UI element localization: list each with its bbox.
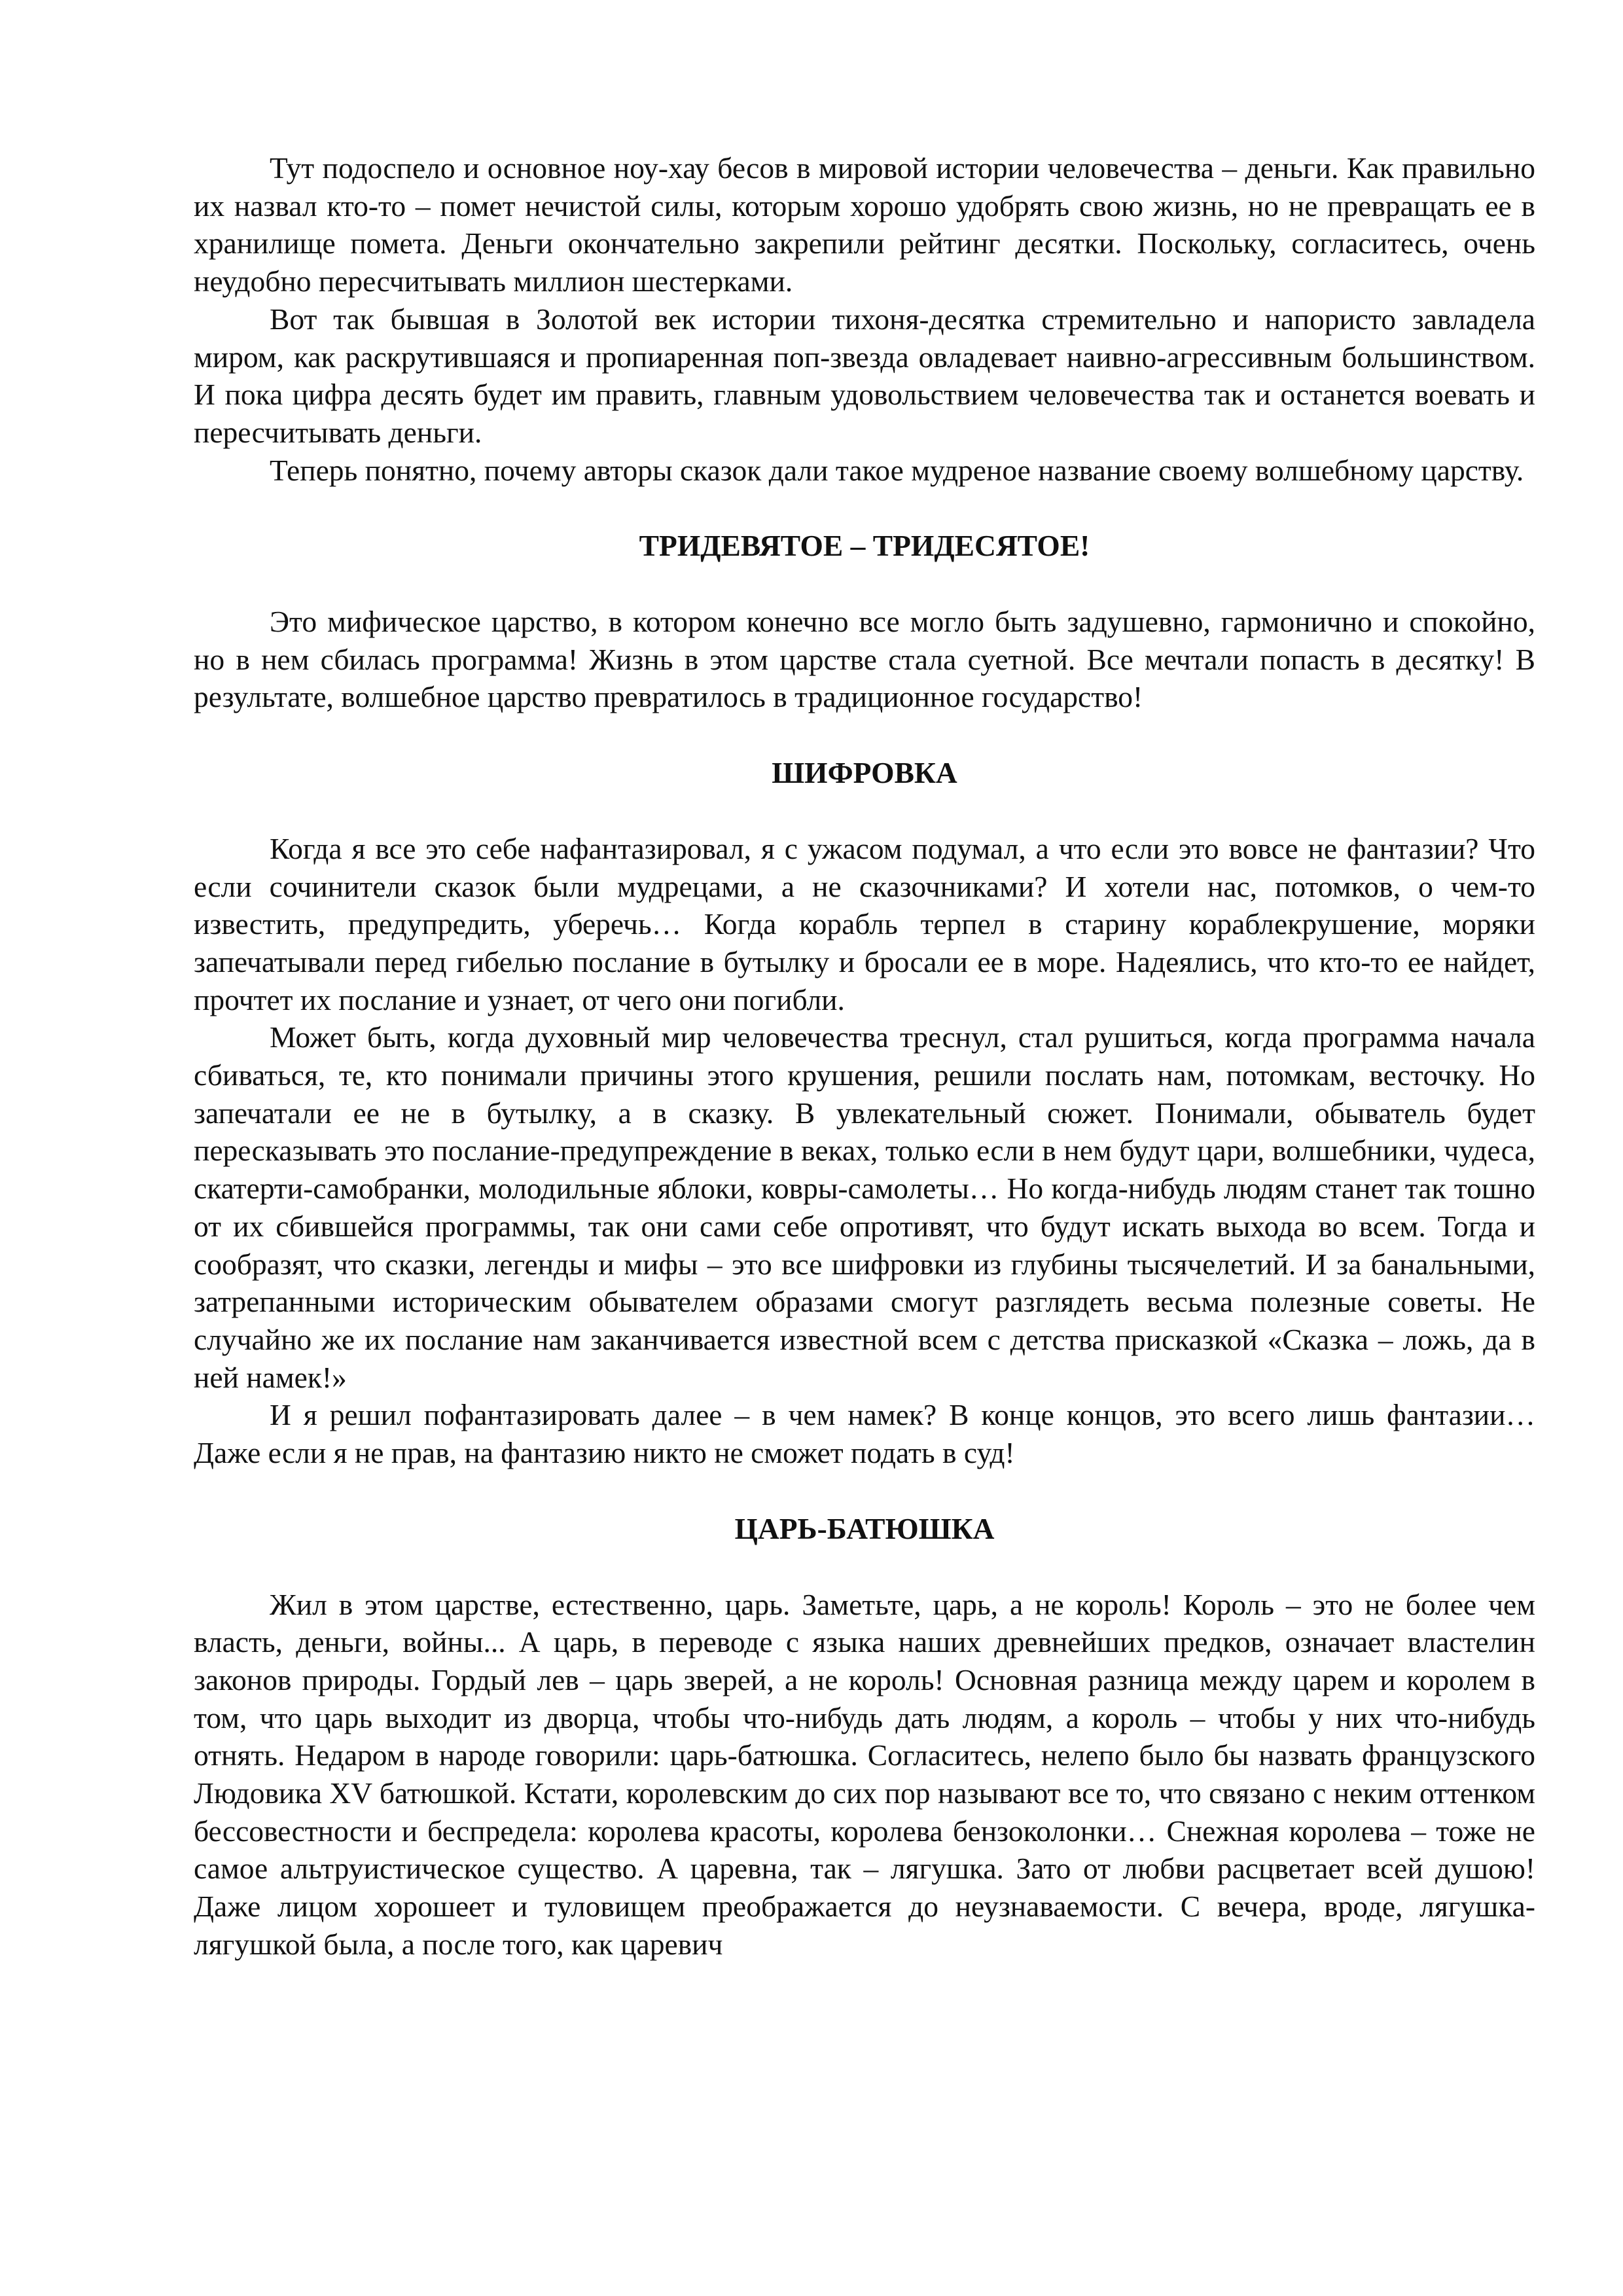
paragraph: Жил в этом царстве, естественно, царь. Заметьте, царь, а не король! Король – это не более чем власть, деньги, войны... А царь, в переводе с языка наших древнейших предков, означает властелин законов природы. Гордый лев – царь зверей, а не король! Основная разница между царем и королем в том, что царь выходит из дворца, чтобы что-нибудь дать людям, а король – чтобы у них что-нибудь отнять. Недаром в народе говорили: царь-батюшка. Согласитесь, нелепо было бы назвать французского Людовика XV батюшкой. Кстати, королевским до сих пор называют все то, что связано с неким оттенком бессовестности и беспредела: королева красоты, королева бензоколонки… Снежная королева – тоже не самое альтруистическое существо. А царевна, так – лягушка. Зато от любви расцветает всей душою! Даже лицом хорошеет и туловищем преображается до неузнаваемости. С вечера, вроде, лягушка-лягушкой была, а после того, как царевич [194,1587,1535,1961]
paragraph: Теперь понятно, почему авторы сказок дали такое мудреное название своему волшебному царству. [270,453,1524,487]
paragraph: Это мифическое царство, в котором конечно все могло быть задушевно, гармонично и спокойно, но в нем сбилась программа! Жизнь в этом царстве стала суетной. Все мечтали попасть в десятку! В результате, волшебное царство превратилось в традиционное государство! [194,605,1535,714]
paragraph: Тут подоспело и основное ноу-хау бесов в мировой истории человечества – деньги. Как правильно их назвал кто-то – помет нечистой силы, которым хорошо удобрять свою жизнь, но не превращать ее в хранилище помета. Деньги окончательно закрепили рейтинг десятки. Поскольку, согласитесь, очень неудобно пересчитывать миллион шестерками. [194,151,1535,298]
chapter-heading: ЦАРЬ-БАТЮШКА [734,1511,995,1545]
paragraph: Когда я все это себе нафантазировал, я с ужасом подумал, а что если это вовсе не фантазии? Что если сочинители сказок были мудрецами, а не сказочниками? И хотели нас, потомков, о чем-то известить, предупредить, уберечь… Когда корабль терпел в старину кораблекрушение, моряки запечатывали перед гибелью послание в бутылку и бросали ее в море. Надеялись, что кто-то ее найдет, прочтет их послание и узнает, от чего они погибли. [194,831,1535,1016]
paragraph: Вот так бывшая в Золотой век истории тихоня-десятка стремительно и напористо завладела миром, как раскрутившаяся и пропиаренная поп-звезда овладевает наивно-агрессивным большинством. И пока цифра десять будет им править, главным удовольствием человечества так и останется воевать и пересчитывать деньги. [194,302,1535,449]
paragraph: И я решил пофантазировать далее – в чем намек? В конце концов, это всего лишь фантазии… Даже если я не прав, на фантазию никто не сможет подать в суд! [194,1398,1535,1470]
chapter-heading: ТРИДЕВЯТОЕ – ТРИДЕСЯТОЕ! [639,529,1090,563]
document-page [194,149,1535,1964]
chapter-heading: ШИФРОВКА [772,756,957,790]
paragraph: Может быть, когда духовный мир человечества треснул, стал рушиться, когда программа начала сбиваться, те, кто понимали причины этого крушения, решили послать нам, потомкам, весточку. Но запечатали ее не в бутылку, а в сказку. В увлекательный сюжет. Понимали, обыватель будет пересказывать это послание-предупреждение в веках, только если в нем будут цари, волшебники, чудеса, скатерти-самобранки, молодильные яблоки, ковры-самолеты… Но когда-нибудь людям станет так тошно от их сбившейся программы, так они сами себе опротивят, что будут искать выхода во всем. Тогда и сообразят, что сказки, легенды и мифы – это все шифровки из глубины тысячелетий. И за банальными, затрепанными историческим обывателем образами смогут разглядеть весьма полезные советы. Не случайно же их послание нам заканчивается известной всем с детства присказкой «Сказка – ложь, да в ней намек!» [194,1020,1535,1394]
